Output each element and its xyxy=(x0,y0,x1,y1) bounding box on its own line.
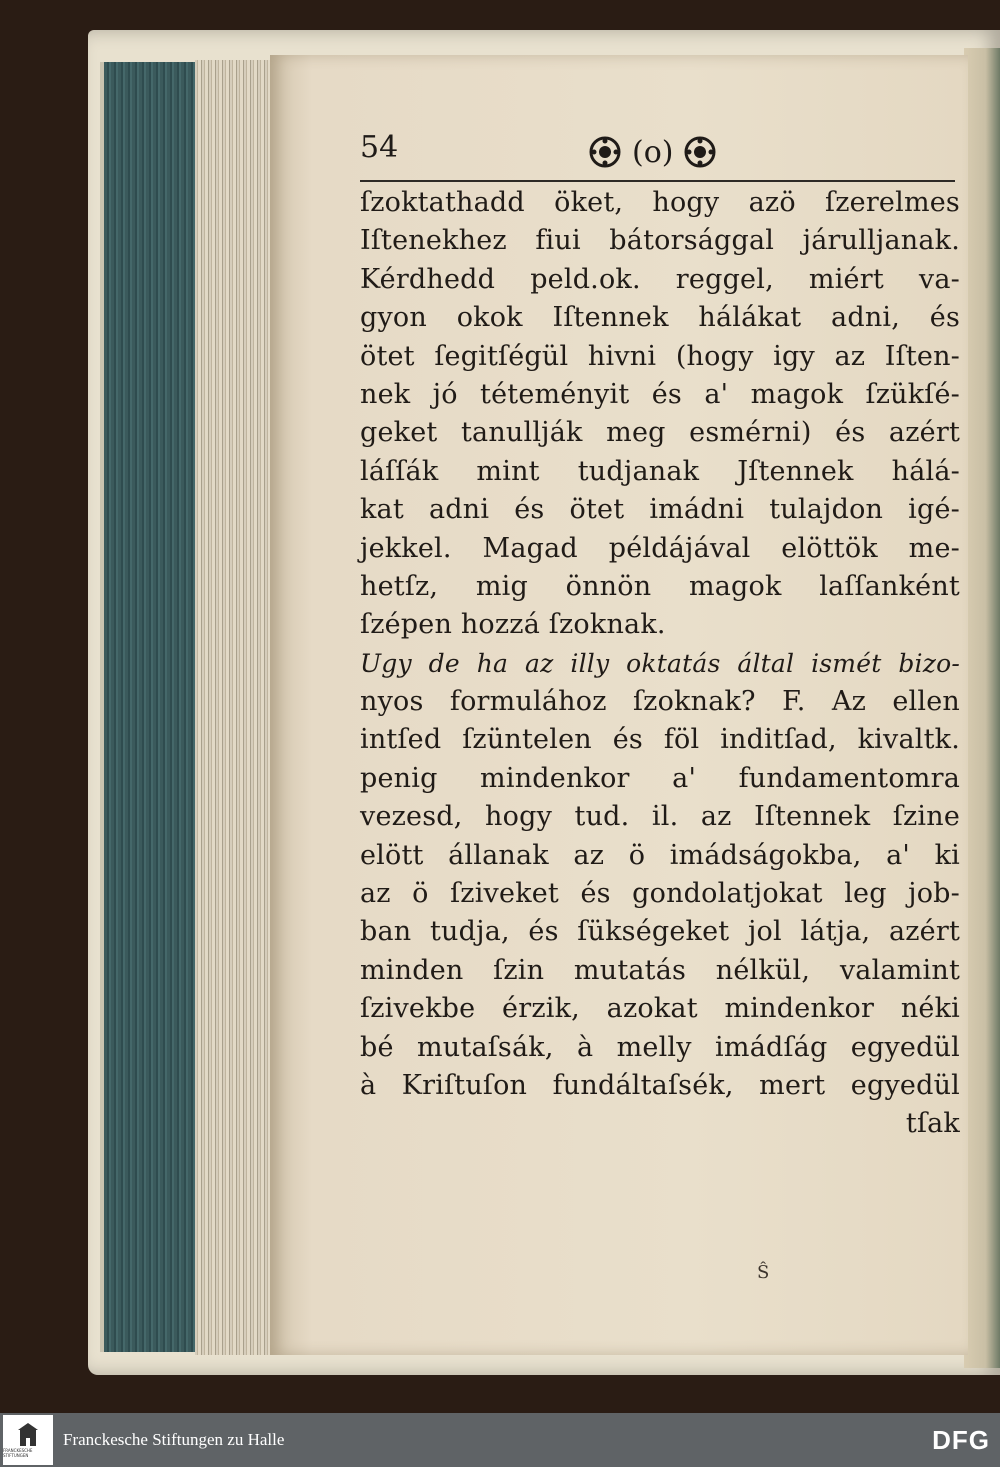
text-line: ſzépen hozzá ſzoknak. xyxy=(360,609,666,641)
building-logo-icon xyxy=(17,1422,39,1448)
text-line: bé mutaſsák, à melly imádſág egyedül xyxy=(360,1031,960,1063)
text-line: nek jó téteményit és a' magok ſzükſé- xyxy=(360,378,960,410)
text-line: jekkel. Magad példájával elöttök me- xyxy=(360,532,960,564)
text-line: ötet ſegitſégül hivni (hogy igy az Iſten- xyxy=(360,340,960,372)
question-line: Ugy de ha az illy oktatás által ismét bizo- xyxy=(360,648,960,678)
signature-mark: Ŝ xyxy=(757,1262,770,1283)
header-ornament xyxy=(588,128,717,176)
text-line: ſzoktathadd öket, hogy azö ſzerelmes xyxy=(360,187,960,218)
text-line: penig mindenkor a' fundamentomra xyxy=(360,762,960,794)
dfg-logo[interactable]: DFG xyxy=(932,1425,990,1455)
page-gutter xyxy=(195,60,273,1355)
rosette-ornament-icon xyxy=(683,135,717,169)
text-line: à Kriſtuſon fundáltaſsék, mert egyedül xyxy=(360,1069,960,1101)
text-line: Kérdhedd peld.ok. reggel, miért va- xyxy=(360,263,960,295)
text-line: kat adni és ötet imádni tulajdon igé- xyxy=(360,494,960,526)
institution-logo[interactable] xyxy=(3,1415,53,1465)
text-line: hetſz, mig önnön magok laſſanként xyxy=(360,570,960,602)
page-header xyxy=(360,128,955,182)
text-line: elött állanak az ö imádságokba, a' ki xyxy=(360,839,960,871)
text-line: gyon okok Iſtennek hálákat adni, és xyxy=(360,302,960,334)
text-line: ban tudja, és ſükségeket jol látja, azért xyxy=(360,916,960,948)
rosette-ornament-icon xyxy=(588,135,622,169)
catchword: tſak xyxy=(905,1108,960,1140)
text-line: az ö ſziveket és gondolatjokat leg job- xyxy=(360,878,960,910)
page-number: 54 xyxy=(360,130,399,165)
page-body-text xyxy=(360,184,960,1144)
text-line: intſed ſzüntelen és föl inditſad, kivaltk. xyxy=(360,724,960,756)
text-line: láſſák mint tudjanak Jſtennek hálá- xyxy=(360,455,960,487)
institution-name[interactable]: Franckesche Stiftungen zu Halle xyxy=(63,1430,285,1449)
cover-edge xyxy=(964,48,1000,1368)
page-edges xyxy=(100,62,199,1352)
text-line: vezesd, hogy tud. il. az Iſtennek ſzine xyxy=(360,801,960,833)
header-ornament-text: (o) xyxy=(632,134,674,170)
text-line: ſzivekbe érzik, azokat mindenkor néki xyxy=(360,993,960,1025)
logo-text: FRANCKESCHE STIFTUNGEN xyxy=(3,1448,33,1458)
text-line: Iſtenekhez fiui bátorsággal járulljanak. xyxy=(360,225,960,257)
question-line: nyos formulához ſzoknak? F. Az ellen xyxy=(360,686,960,718)
viewer-footer xyxy=(0,1413,1000,1467)
text-line: minden ſzin mutatás nélkül, valamint xyxy=(360,954,960,986)
text-line: geket tanullják meg esmérni) és azért xyxy=(360,417,960,449)
